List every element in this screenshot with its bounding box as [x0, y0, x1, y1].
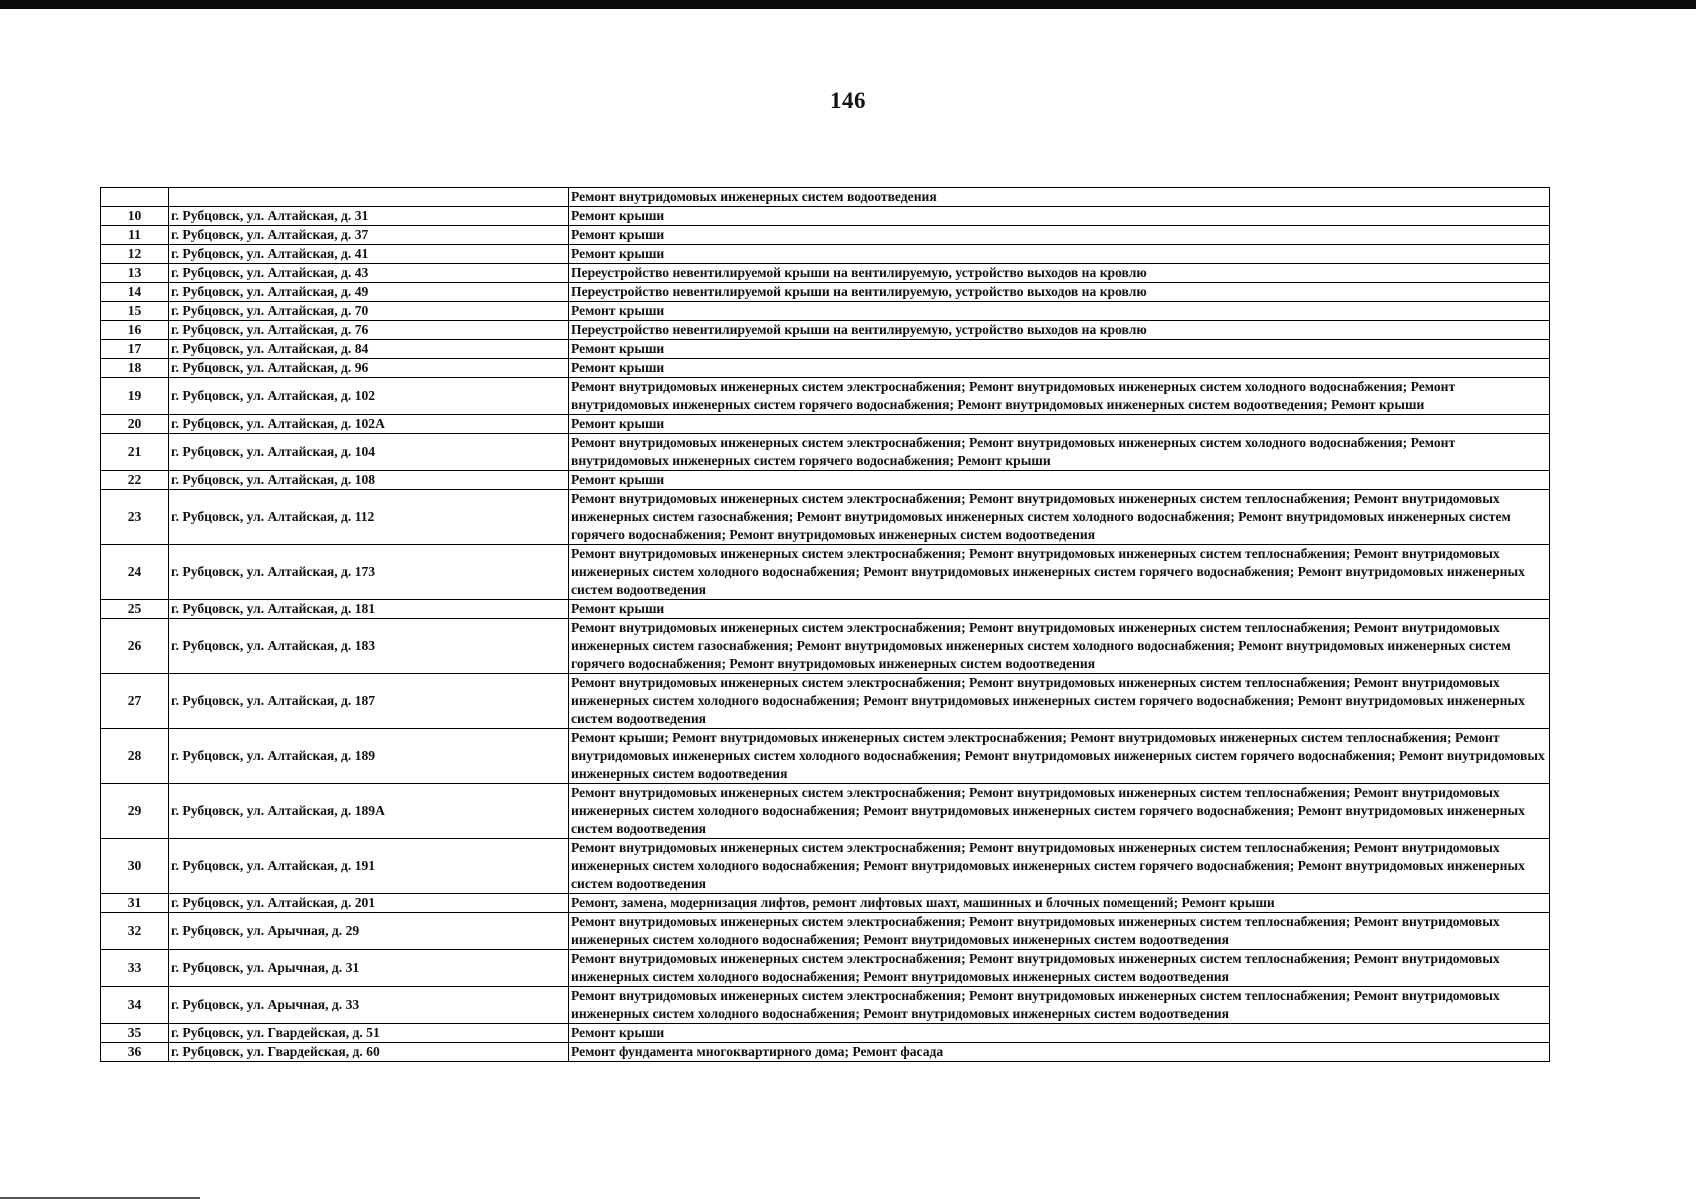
table-row — [101, 1043, 1550, 1062]
row-work-types: Ремонт внутридомовых инженерных систем электроснабжения; Ремонт внутридомовых инженерных систем холодного водоснабжения; Ремонт внутридомовых инженерных систем горячего водоснабжения; Ремонт внутридомовых инженерных систем водоотведения; Ремонт крыши — [569, 378, 1550, 415]
row-work-types: Переустройство невентилируемой крыши на вентилируемую, устройство выходов на кровлю — [569, 264, 1550, 283]
table-row — [101, 207, 1550, 226]
row-number: 34 — [101, 987, 169, 1024]
row-address: г. Рубцовск, ул. Гвардейская, д. 60 — [169, 1043, 569, 1062]
row-number: 16 — [101, 321, 169, 340]
row-work-types: Переустройство невентилируемой крыши на вентилируемую, устройство выходов на кровлю — [569, 283, 1550, 302]
row-address: г. Рубцовск, ул. Алтайская, д. 183 — [169, 619, 569, 674]
row-address: г. Рубцовск, ул. Алтайская, д. 43 — [169, 264, 569, 283]
row-address: г. Рубцовск, ул. Арычная, д. 33 — [169, 987, 569, 1024]
row-address: г. Рубцовск, ул. Алтайская, д. 37 — [169, 226, 569, 245]
row-address: г. Рубцовск, ул. Алтайская, д. 189А — [169, 784, 569, 839]
table-row — [101, 729, 1550, 784]
table-row — [101, 359, 1550, 378]
row-work-types: Ремонт внутридомовых инженерных систем электроснабжения; Ремонт внутридомовых инженерных систем теплоснабжения; Ремонт внутридомовых инженерных систем холодного водоснабжения; Ремонт внутридомовых инженерных систем водоотведения — [569, 987, 1550, 1024]
row-number — [101, 188, 169, 207]
row-address: г. Рубцовск, ул. Алтайская, д. 181 — [169, 600, 569, 619]
row-number: 26 — [101, 619, 169, 674]
row-address: г. Рубцовск, ул. Гвардейская, д. 51 — [169, 1024, 569, 1043]
row-work-types: Ремонт внутридомовых инженерных систем электроснабжения; Ремонт внутридомовых инженерных систем теплоснабжения; Ремонт внутридомовых инженерных систем газоснабжения; Ремонт внутридомовых инженерных систем холодного водоснабжения; Ремонт внутридомовых инженерных систем горячего водоснабжения; Ремонт внутридомовых инженерных систем водоотведения — [569, 490, 1550, 545]
table-row — [101, 784, 1550, 839]
row-number: 28 — [101, 729, 169, 784]
row-address: г. Рубцовск, ул. Алтайская, д. 191 — [169, 839, 569, 894]
row-number: 10 — [101, 207, 169, 226]
row-address: г. Рубцовск, ул. Алтайская, д. 31 — [169, 207, 569, 226]
row-work-types: Ремонт крыши — [569, 226, 1550, 245]
row-work-types: Ремонт внутридомовых инженерных систем электроснабжения; Ремонт внутридомовых инженерных систем холодного водоснабжения; Ремонт внутридомовых инженерных систем горячего водоснабжения; Ремонт крыши — [569, 434, 1550, 471]
row-number: 33 — [101, 950, 169, 987]
row-number: 18 — [101, 359, 169, 378]
row-address: г. Рубцовск, ул. Алтайская, д. 108 — [169, 471, 569, 490]
row-work-types: Ремонт крыши — [569, 471, 1550, 490]
row-number: 11 — [101, 226, 169, 245]
table-row — [101, 226, 1550, 245]
row-number: 15 — [101, 302, 169, 321]
row-address: г. Рубцовск, ул. Алтайская, д. 70 — [169, 302, 569, 321]
row-work-types: Ремонт крыши — [569, 245, 1550, 264]
row-address: г. Рубцовск, ул. Арычная, д. 29 — [169, 913, 569, 950]
row-address: г. Рубцовск, ул. Алтайская, д. 84 — [169, 340, 569, 359]
row-work-types: Ремонт крыши; Ремонт внутридомовых инженерных систем электроснабжения; Ремонт внутридомовых инженерных систем теплоснабжения; Ремонт внутридомовых инженерных систем холодного водоснабжения; Ремонт внутридомовых инженерных систем горячего водоснабжения; Ремонт внутридомовых инженерных систем водоотведения — [569, 729, 1550, 784]
row-address: г. Рубцовск, ул. Алтайская, д. 104 — [169, 434, 569, 471]
row-address: г. Рубцовск, ул. Алтайская, д. 189 — [169, 729, 569, 784]
row-number: 22 — [101, 471, 169, 490]
table-row — [101, 471, 1550, 490]
row-number: 31 — [101, 894, 169, 913]
row-number: 12 — [101, 245, 169, 264]
row-address: г. Рубцовск, ул. Алтайская, д. 76 — [169, 321, 569, 340]
row-work-types: Ремонт, замена, модернизация лифтов, ремонт лифтовых шахт, машинных и блочных помещений; Ремонт крыши — [569, 894, 1550, 913]
row-number: 13 — [101, 264, 169, 283]
row-work-types: Ремонт крыши — [569, 1024, 1550, 1043]
row-number: 27 — [101, 674, 169, 729]
row-number: 20 — [101, 415, 169, 434]
table-row — [101, 321, 1550, 340]
row-work-types: Переустройство невентилируемой крыши на вентилируемую, устройство выходов на кровлю — [569, 321, 1550, 340]
table-row — [101, 264, 1550, 283]
row-number: 25 — [101, 600, 169, 619]
row-work-types: Ремонт фундамента многоквартирного дома; Ремонт фасада — [569, 1043, 1550, 1062]
table-row — [101, 545, 1550, 600]
table-row — [101, 950, 1550, 987]
row-work-types: Ремонт крыши — [569, 359, 1550, 378]
table-row — [101, 1024, 1550, 1043]
table-row — [101, 302, 1550, 321]
row-number: 14 — [101, 283, 169, 302]
works-table-body — [101, 188, 1550, 1062]
row-number: 29 — [101, 784, 169, 839]
row-number: 32 — [101, 913, 169, 950]
row-address: г. Рубцовск, ул. Алтайская, д. 49 — [169, 283, 569, 302]
table-row — [101, 674, 1550, 729]
page-number: 146 — [830, 88, 866, 113]
row-number: 19 — [101, 378, 169, 415]
row-number: 21 — [101, 434, 169, 471]
row-work-types: Ремонт крыши — [569, 340, 1550, 359]
row-number: 17 — [101, 340, 169, 359]
row-address: г. Рубцовск, ул. Алтайская, д. 173 — [169, 545, 569, 600]
table-row — [101, 188, 1550, 207]
row-work-types: Ремонт внутридомовых инженерных систем электроснабжения; Ремонт внутридомовых инженерных систем теплоснабжения; Ремонт внутридомовых инженерных систем холодного водоснабжения; Ремонт внутридомовых инженерных систем горячего водоснабжения; Ремонт внутридомовых инженерных систем водоотведения — [569, 784, 1550, 839]
row-work-types: Ремонт внутридомовых инженерных систем электроснабжения; Ремонт внутридомовых инженерных систем теплоснабжения; Ремонт внутридомовых инженерных систем холодного водоснабжения; Ремонт внутридомовых инженерных систем водоотведения — [569, 913, 1550, 950]
table-row — [101, 913, 1550, 950]
row-number: 23 — [101, 490, 169, 545]
row-address: г. Рубцовск, ул. Алтайская, д. 102 — [169, 378, 569, 415]
row-address: г. Рубцовск, ул. Арычная, д. 31 — [169, 950, 569, 987]
row-number: 30 — [101, 839, 169, 894]
row-address: г. Рубцовск, ул. Алтайская, д. 112 — [169, 490, 569, 545]
table-row — [101, 839, 1550, 894]
row-address: г. Рубцовск, ул. Алтайская, д. 102А — [169, 415, 569, 434]
table-row — [101, 434, 1550, 471]
table-row — [101, 340, 1550, 359]
row-work-types: Ремонт внутридомовых инженерных систем электроснабжения; Ремонт внутридомовых инженерных систем теплоснабжения; Ремонт внутридомовых инженерных систем холодного водоснабжения; Ремонт внутридомовых инженерных систем водоотведения — [569, 950, 1550, 987]
scan-bottom-edge — [0, 1197, 200, 1199]
row-work-types: Ремонт крыши — [569, 207, 1550, 226]
row-work-types: Ремонт внутридомовых инженерных систем электроснабжения; Ремонт внутридомовых инженерных систем теплоснабжения; Ремонт внутридомовых инженерных систем газоснабжения; Ремонт внутридомовых инженерных систем холодного водоснабжения; Ремонт внутридомовых инженерных систем горячего водоснабжения; Ремонт внутридомовых инженерных систем водоотведения — [569, 619, 1550, 674]
row-number: 35 — [101, 1024, 169, 1043]
row-address: г. Рубцовск, ул. Алтайская, д. 201 — [169, 894, 569, 913]
table-row — [101, 600, 1550, 619]
row-work-types: Ремонт крыши — [569, 415, 1550, 434]
row-address — [169, 188, 569, 207]
table-row — [101, 894, 1550, 913]
table-row — [101, 415, 1550, 434]
row-number: 24 — [101, 545, 169, 600]
row-number: 36 — [101, 1043, 169, 1062]
table-row — [101, 490, 1550, 545]
scan-top-border — [0, 0, 1696, 9]
row-address: г. Рубцовск, ул. Алтайская, д. 187 — [169, 674, 569, 729]
works-table — [100, 187, 1550, 1062]
row-work-types: Ремонт крыши — [569, 302, 1550, 321]
table-row — [101, 283, 1550, 302]
row-work-types: Ремонт внутридомовых инженерных систем электроснабжения; Ремонт внутридомовых инженерных систем теплоснабжения; Ремонт внутридомовых инженерных систем холодного водоснабжения; Ремонт внутридомовых инженерных систем горячего водоснабжения; Ремонт внутридомовых инженерных систем водоотведения — [569, 674, 1550, 729]
row-work-types: Ремонт внутридомовых инженерных систем электроснабжения; Ремонт внутридомовых инженерных систем теплоснабжения; Ремонт внутридомовых инженерных систем холодного водоснабжения; Ремонт внутридомовых инженерных систем горячего водоснабжения; Ремонт внутридомовых инженерных систем водоотведения — [569, 545, 1550, 600]
table-row — [101, 378, 1550, 415]
row-work-types: Ремонт внутридомовых инженерных систем электроснабжения; Ремонт внутридомовых инженерных систем теплоснабжения; Ремонт внутридомовых инженерных систем холодного водоснабжения; Ремонт внутридомовых инженерных систем горячего водоснабжения; Ремонт внутридомовых инженерных систем водоотведения — [569, 839, 1550, 894]
row-address: г. Рубцовск, ул. Алтайская, д. 96 — [169, 359, 569, 378]
row-address: г. Рубцовск, ул. Алтайская, д. 41 — [169, 245, 569, 264]
row-work-types: Ремонт крыши — [569, 600, 1550, 619]
table-row — [101, 245, 1550, 264]
row-work-types: Ремонт внутридомовых инженерных систем водоотведения — [569, 188, 1550, 207]
table-row — [101, 987, 1550, 1024]
table-row — [101, 619, 1550, 674]
